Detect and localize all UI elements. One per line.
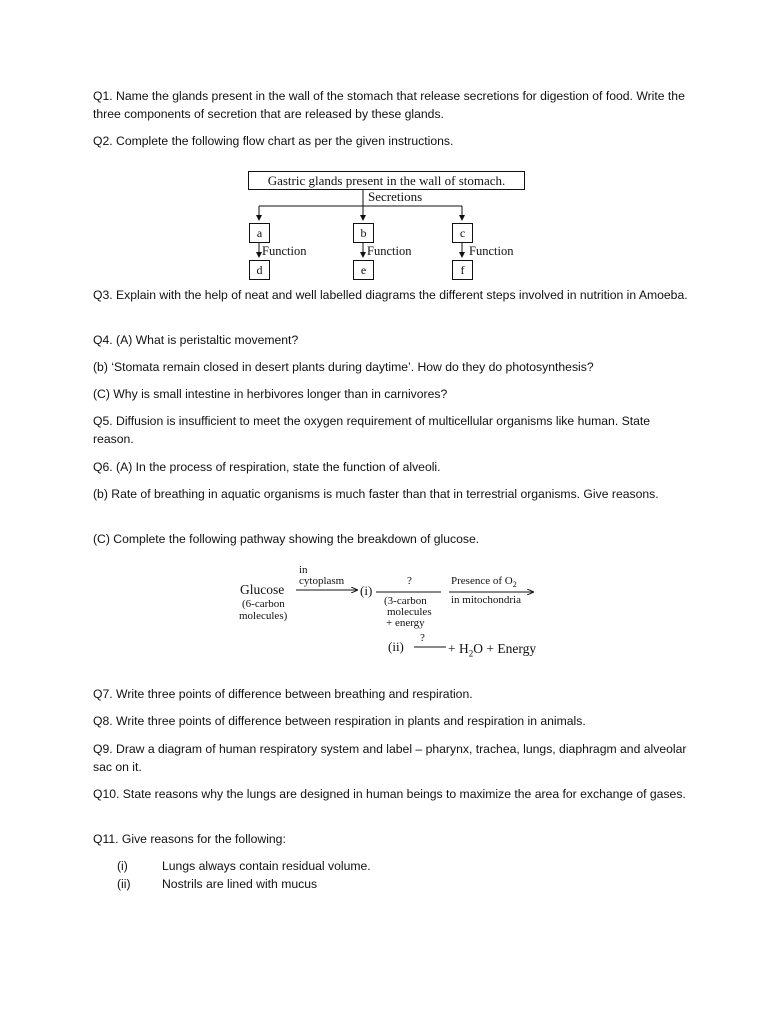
- three-carbon-2: molecules: [387, 606, 432, 618]
- in-label: in: [299, 564, 308, 576]
- presence-subscript: 2: [512, 580, 517, 590]
- glucose-pathway: [236, 562, 546, 662]
- question-6a: Q6. (A) In the process of respiration, state the function of alveoli.: [93, 460, 441, 474]
- question-mark-2: ?: [420, 632, 425, 644]
- function-label-3: Function: [469, 244, 514, 258]
- question-mark-1: ?: [407, 575, 412, 587]
- cytoplasm-label: cytoplasm: [299, 575, 345, 587]
- glucose-note-1: (6-carbon: [242, 598, 285, 610]
- q11-item-2-text: Nostrils are lined with mucus: [162, 877, 318, 891]
- box-c: c: [452, 223, 473, 243]
- question-4c: (C) Why is small intestine in herbivores longer than in carnivores?: [93, 387, 448, 401]
- box-b: b: [353, 223, 374, 243]
- secretions-label: Secretions: [368, 189, 423, 204]
- products-label: [448, 640, 536, 663]
- box-a: a: [249, 223, 270, 243]
- question-10: Q10. State reasons why the lungs are designed in human beings to maximize the area for exchange of gases.: [93, 787, 686, 801]
- question-4a: Q4. (A) What is peristaltic movement?: [93, 333, 299, 347]
- mitochondria-label: in mitochondria: [451, 594, 521, 606]
- question-8: Q8. Write three points of difference between respiration in plants and respiration in animals.: [93, 714, 586, 728]
- question-6c: (C) Complete the following pathway showing the breakdown of glucose.: [93, 532, 480, 546]
- question-3: Q3. Explain with the help of neat and well labelled diagrams the different steps involved in nutrition in Amoeba.: [93, 288, 688, 302]
- question-7: Q7. Write three points of difference between breathing and respiration.: [93, 687, 473, 701]
- step-ii-label: (ii): [388, 639, 404, 654]
- box-f: f: [452, 260, 473, 280]
- presence-of-o2: [451, 575, 517, 591]
- function-label-2: Function: [367, 244, 412, 258]
- glucose-label: Glucose: [240, 582, 285, 597]
- box-e: e: [353, 260, 374, 280]
- presence-text: Presence of O: [451, 575, 513, 587]
- question-5: Q5. Diffusion is insufficient to meet the oxygen requirement of multicellular organisms like human. State reason.: [93, 414, 651, 446]
- products-subscript: 2: [468, 648, 474, 659]
- three-carbon-3: + energy: [386, 617, 425, 629]
- question-9: Q9. Draw a diagram of human respiratory system and label – pharynx, trachea, lungs, diaphragm and alveolar sac on it.: [93, 742, 687, 774]
- q11-item-1-text: Lungs always contain residual volume.: [162, 859, 371, 873]
- function-label-1: Function: [262, 244, 307, 258]
- question-11: Q11. Give reasons for the following:: [93, 832, 286, 846]
- glucose-note-2: molecules): [239, 610, 288, 622]
- q11-item-1-number: (i): [117, 859, 128, 873]
- step-i-label: (i): [360, 583, 373, 598]
- flowchart-top-box: Gastric glands present in the wall of stomach.: [248, 171, 525, 190]
- question-1: Q1. Name the glands present in the wall of the stomach that release secretions for digestion of food. Write the three components of secretion that are released by these glands.: [93, 89, 685, 121]
- gastric-flowchart: [240, 168, 540, 283]
- question-6b: (b) Rate of breathing in aquatic organisms is much faster than that in terrestrial organisms. Give reasons.: [93, 487, 659, 501]
- three-carbon-1: (3-carbon: [384, 595, 427, 607]
- question-4b: (b) ‘Stomata remain closed in desert plants during daytime’. How do they do photosynthesis?: [93, 360, 594, 374]
- q11-item-2-number: (ii): [117, 877, 131, 891]
- question-2: Q2. Complete the following flow chart as per the given instructions.: [93, 134, 454, 148]
- box-d: d: [249, 260, 270, 280]
- products-text: + H: [448, 641, 469, 656]
- products-end: O + Energy: [473, 641, 537, 656]
